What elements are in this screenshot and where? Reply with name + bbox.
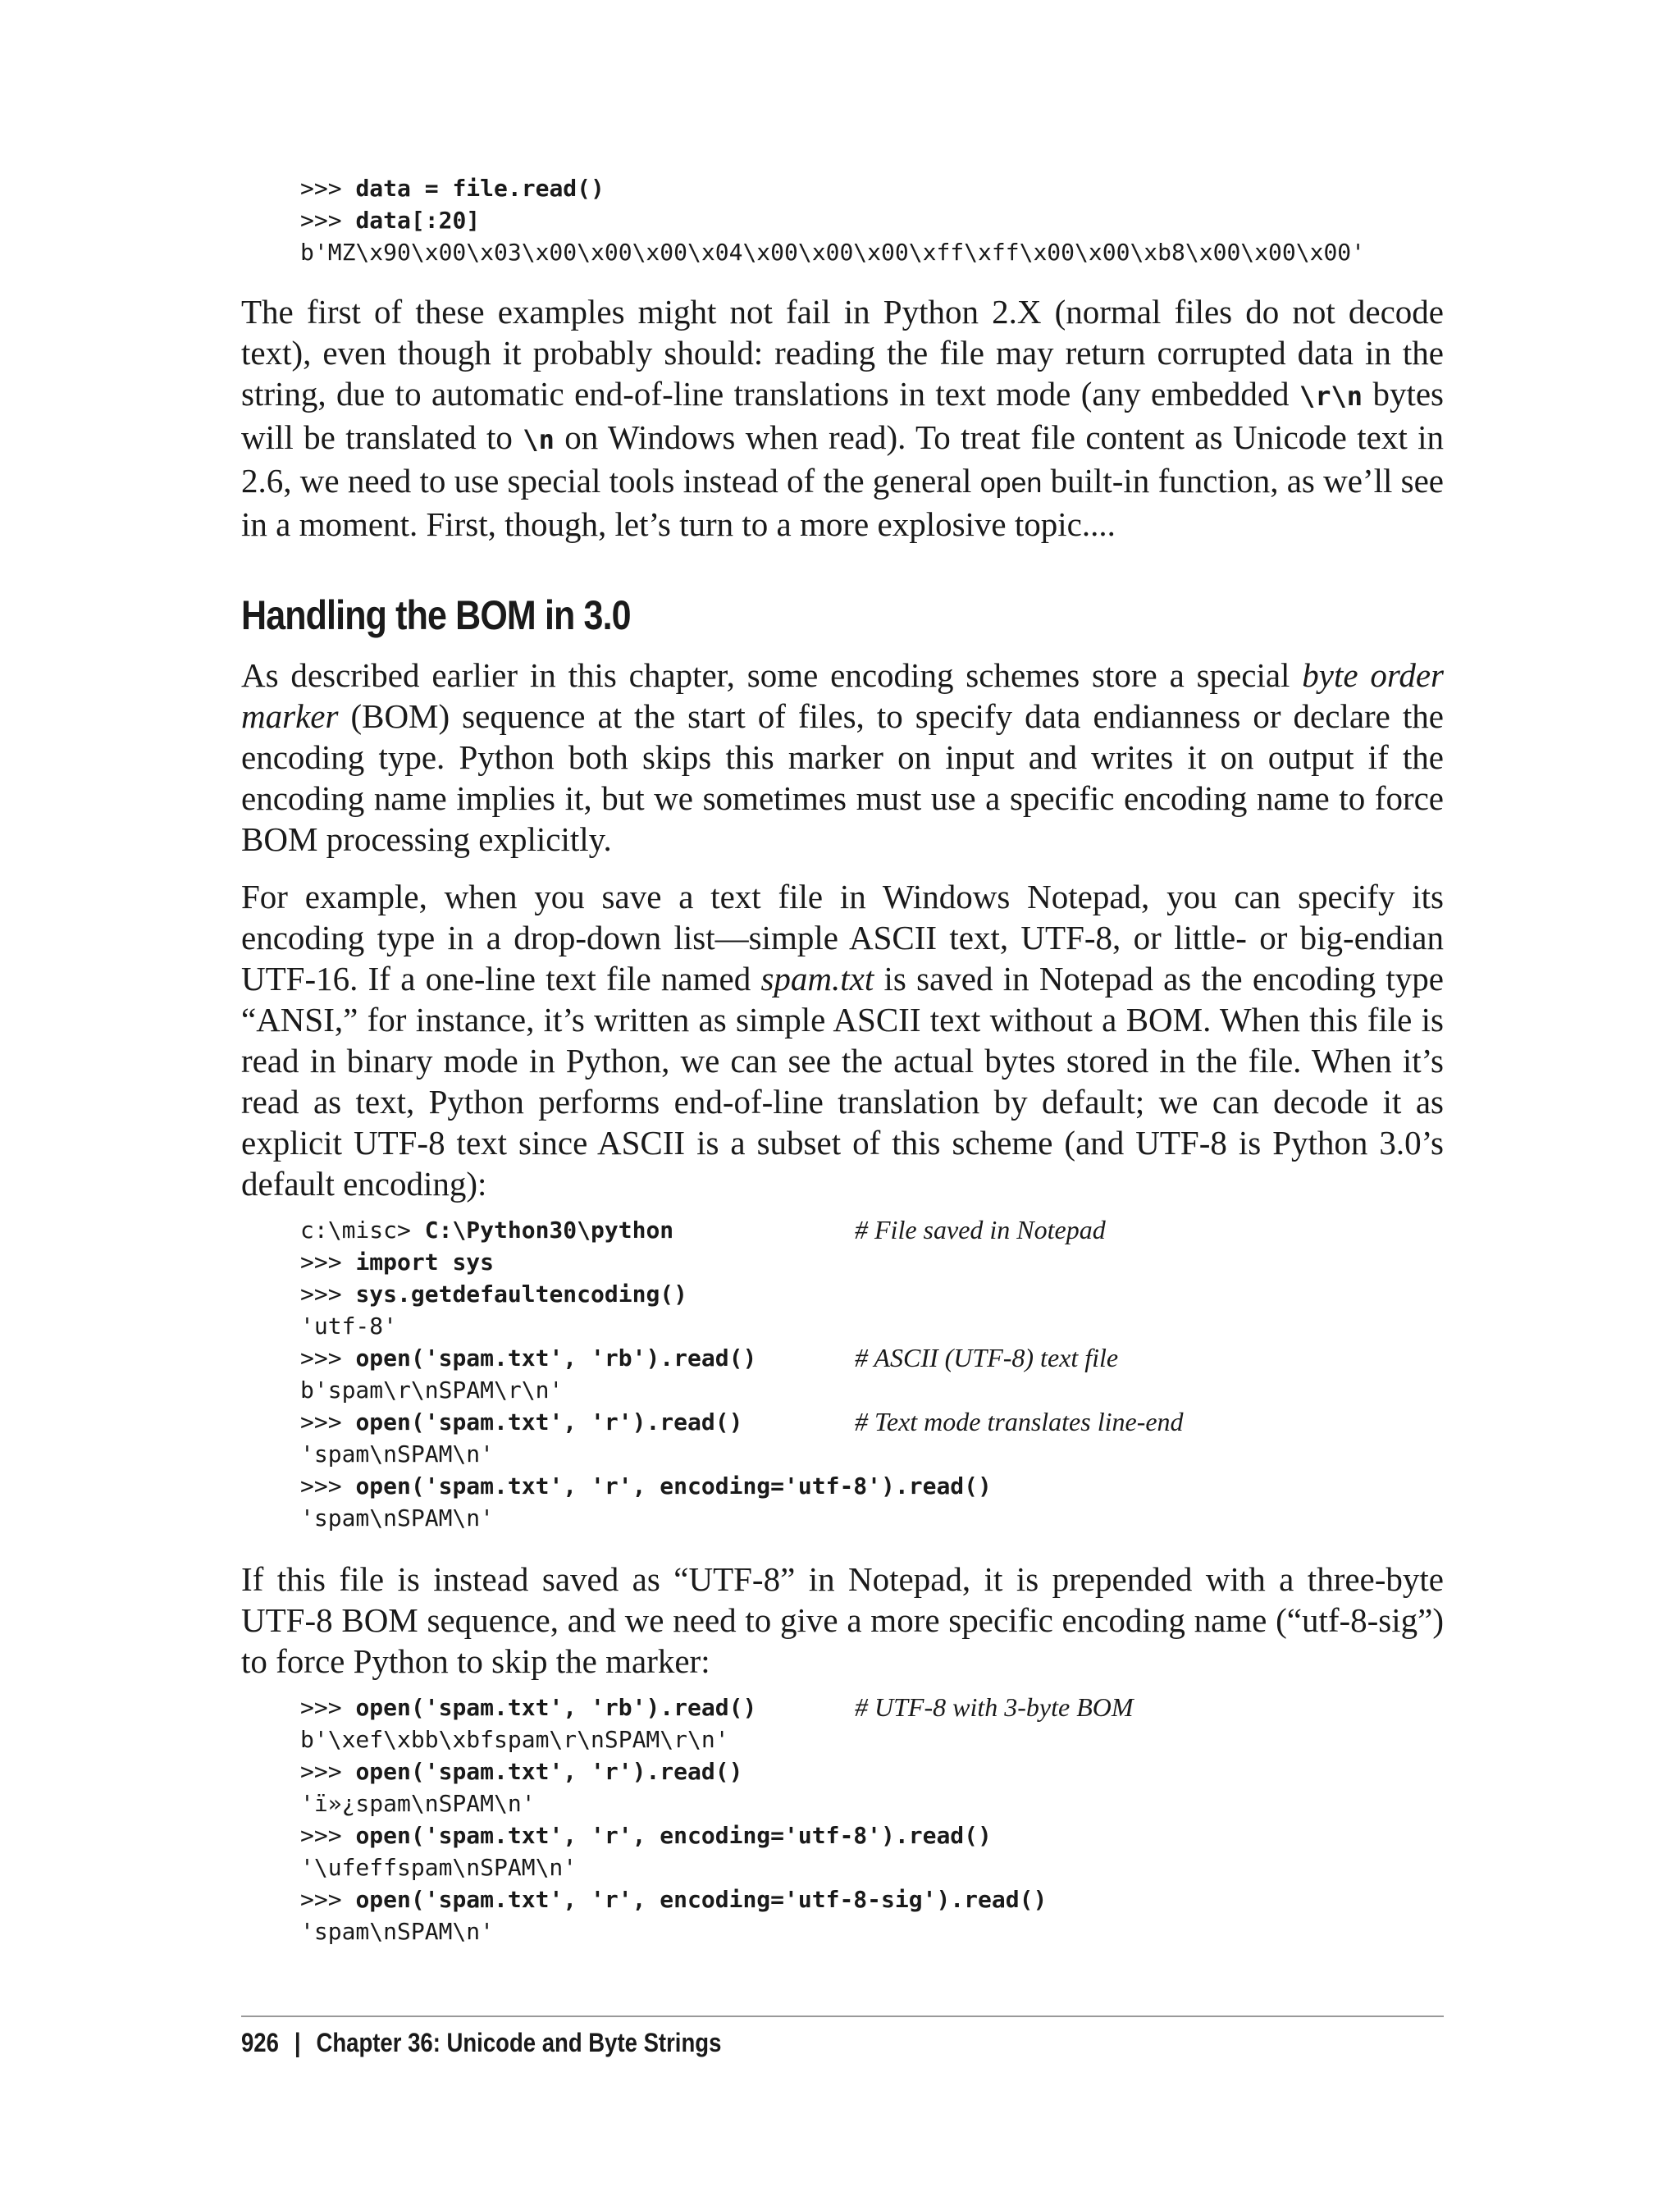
inline-code: \n [523,424,555,455]
code-block-utf8-sig [300,1691,1444,1947]
footer-rule [241,2016,1444,2017]
code-output: 'spam\nSPAM\n' [300,1918,495,1945]
code-input: open('spam.txt', 'rb').read() [355,1694,757,1721]
code-output: 'spam\nSPAM\n' [300,1504,495,1532]
code-line [300,1691,1444,1723]
code-line [300,1502,1444,1534]
section-heading: Handling the BOM in 3.0 [241,592,631,638]
code-input: data[:20] [355,207,481,234]
paragraph-bom-intro [241,655,1444,860]
text-run: As described earlier in this chapter, some encoding schemes store a special [241,656,1303,694]
code-input: C:\Python30\python [424,1217,674,1244]
code-line [300,236,1444,268]
code-line [300,1278,1444,1310]
code-line [300,1819,1444,1851]
code-output: 'utf-8' [300,1312,398,1340]
paragraph-python2-note [241,291,1444,545]
code-line [300,1214,1444,1246]
code-line [300,1374,1444,1406]
code-output: b'spam\r\nSPAM\r\n' [300,1376,564,1404]
code-line [300,1406,1444,1438]
inline-code: \r\n [1299,381,1363,412]
code-input: open('spam.txt', 'r', encoding='utf-8').read() [355,1472,992,1500]
chapter-title: Chapter 36: Unicode and Byte Strings [316,2028,722,2057]
code-prompt: >>> [300,1344,356,1372]
code-line [300,204,1444,236]
code-output: 'ï»¿spam\nSPAM\n' [300,1790,536,1817]
page-number: 926 [241,2028,279,2057]
code-input: import sys [355,1249,495,1276]
code-prompt: >>> [300,1758,356,1785]
text-run: (BOM) sequence at the start of files, to specify data endianness or declare the encoding type. Python both skips this marker on input and writes it on output if the encoding name implies it, but we sometimes must use a specific encoding name to force BOM processing explicitly. [241,697,1444,858]
text-run: bytes will be translated to [241,375,1444,456]
code-output: 'spam\nSPAM\n' [300,1440,495,1468]
code-line [300,1883,1444,1915]
code-prompt: >>> [300,1249,356,1276]
code-prompt: >>> [300,175,356,202]
italic-term: byte order marker [241,656,1444,735]
code-line [300,1342,1444,1374]
code-prompt: >>> [300,1472,356,1500]
code-prompt: >>> [300,1408,356,1436]
code-line [300,172,1444,204]
code-block-ansi-file [300,1214,1444,1534]
footer-separator: | [294,2028,301,2057]
inline-code: open [979,468,1043,499]
paragraph-notepad-example [241,876,1444,1204]
page-footer [241,2026,721,2059]
code-prompt: >>> [300,1886,356,1913]
text-run: For example, when you save a text file in Windows Notepad, you can specify its encoding type in a drop-down list—simple ASCII text, UTF-8, or little- or big-endian UTF-16. If a one-line text file named [241,878,1444,998]
code-prompt: >>> [300,207,356,234]
code-output: '\ufeffspam\nSPAM\n' [300,1854,578,1881]
code-input: open('spam.txt', 'r', encoding='utf-8-sig').read() [355,1886,1048,1913]
page-content [241,172,1444,1947]
code-input: open('spam.txt', 'r', encoding='utf-8').read() [355,1822,992,1849]
code-output: b'MZ\x90\x00\x03\x00\x00\x00\x04\x00\x00\x00\xff\xff\x00\x00\xb8\x00\x00\x00' [300,239,1366,266]
code-line [300,1470,1444,1502]
code-prompt: c:\misc> [300,1217,425,1244]
code-input: data = file.read() [355,175,605,202]
text-run: The first of these examples might not fail in Python 2.X (normal files do not decode text), even though it probably should: reading the file may return corrupted data in the string, due to automatic end-of-line translations in text mode (any embedded [241,293,1444,413]
paragraph-utf8-bom: If this file is instead saved as “UTF-8” in Notepad, it is prepended with a three-byte UTF-8 BOM sequence, and we need to give a more specific encoding name (“utf-8-sig”) to force Python to skip the marker: [241,1560,1444,1680]
code-comment: # Text mode translates line-end [855,1407,1184,1436]
code-line [300,1851,1444,1883]
text-run: on Windows when read). To treat file content as Unicode text in 2.6, we need to use special tools instead of the general [241,418,1444,500]
text-run: built-in function, as we’ll see in a moment. First, though, let’s turn to a more explosive topic.... [241,462,1444,543]
code-line [300,1723,1444,1755]
code-block-file-read [300,172,1444,268]
code-input: open('spam.txt', 'r').read() [355,1758,743,1785]
code-line [300,1246,1444,1278]
code-line [300,1915,1444,1947]
code-line [300,1787,1444,1819]
code-line [300,1755,1444,1787]
code-input: sys.getdefaultencoding() [355,1281,688,1308]
code-comment: # UTF-8 with 3-byte BOM [855,1692,1134,1722]
code-comment: # ASCII (UTF-8) text file [855,1343,1119,1372]
code-input: open('spam.txt', 'r').read() [355,1408,743,1436]
code-line [300,1438,1444,1470]
code-comment: # File saved in Notepad [855,1215,1106,1244]
code-input: open('spam.txt', 'rb').read() [355,1344,757,1372]
code-prompt: >>> [300,1694,356,1721]
code-prompt: >>> [300,1281,356,1308]
italic-filename: spam.txt [760,960,874,998]
code-prompt: >>> [300,1822,356,1849]
text-run: is saved in Notepad as the encoding type “ANSI,” for instance, it’s written as simple ASCII text without a BOM. When this file is read in binary mode in Python, we can see the actual bytes stored in the file. When it’s read as text, Python performs end-of-line translation by default; we can decode it as explicit UTF-8 text since ASCII is a subset of this scheme (and UTF-8 is Python 3.0’s default encoding): [241,960,1444,1203]
code-line [300,1310,1444,1342]
code-output: b'\xef\xbb\xbfspam\r\nSPAM\r\n' [300,1726,729,1753]
